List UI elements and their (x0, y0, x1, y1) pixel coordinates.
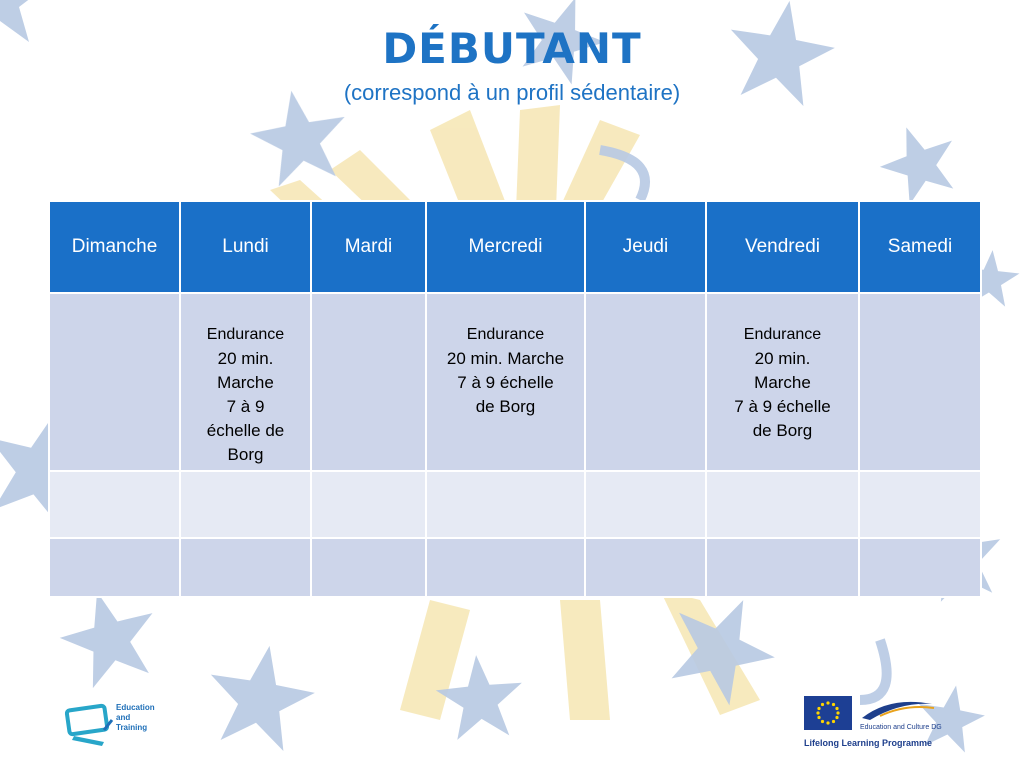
schedule-cell (859, 471, 981, 538)
schedule-cell (311, 538, 426, 597)
activity-text: Endurance 20 min. Marche 7 à 9 échelle de Borg (734, 326, 831, 440)
dg-label: Education and Culture DG (860, 724, 942, 731)
schedule-table (48, 200, 982, 598)
activity-text: Endurance 20 min. Marche 7 à 9 échelle de Borg (446, 326, 565, 416)
page-title: DÉBUTANT (382, 24, 642, 73)
page-subtitle: (correspond à un profil sédentaire) (343, 80, 681, 105)
schedule-cell (426, 471, 585, 538)
activity-text: Endurance 20 min. Marche 7 à 9 échelle de Borg (206, 326, 285, 464)
schedule-cell (585, 293, 706, 471)
table-row (49, 538, 981, 597)
schedule-cell (706, 293, 859, 471)
education-training-logo (64, 702, 174, 750)
swoosh-icon (860, 698, 936, 722)
column-header-lundi: Lundi (180, 201, 311, 293)
schedule-cell (585, 471, 706, 538)
schedule-cell (49, 471, 180, 538)
schedule-cell (311, 471, 426, 538)
table-header-row (49, 201, 981, 293)
schedule-cell (706, 471, 859, 538)
column-header-mercredi: Mercredi (426, 201, 585, 293)
schedule-cell (49, 293, 180, 471)
schedule-cell (311, 293, 426, 471)
schedule-cell (426, 293, 585, 471)
column-header-jeudi: Jeudi (585, 201, 706, 293)
column-header-vendredi: Vendredi (706, 201, 859, 293)
schedule-cell (426, 538, 585, 597)
schedule-cell (585, 538, 706, 597)
lifelong-learning-logo (800, 696, 970, 754)
schedule-cell (180, 538, 311, 597)
column-header-dimanche: Dimanche (49, 201, 180, 293)
column-header-samedi: Samedi (859, 201, 981, 293)
table-row (49, 293, 981, 471)
schedule-cell (859, 538, 981, 597)
schedule-cell (180, 471, 311, 538)
eu-flag-icon (804, 696, 852, 730)
table-row (49, 471, 981, 538)
column-header-mardi: Mardi (311, 201, 426, 293)
schedule-cell (49, 538, 180, 597)
programme-label: Lifelong Learning Programme (804, 738, 933, 748)
schedule-cell (859, 293, 981, 471)
schedule-cell (706, 538, 859, 597)
schedule-cell (180, 293, 311, 471)
computer-monitor-icon (64, 702, 114, 748)
education-training-text: Education and Training (116, 703, 155, 732)
